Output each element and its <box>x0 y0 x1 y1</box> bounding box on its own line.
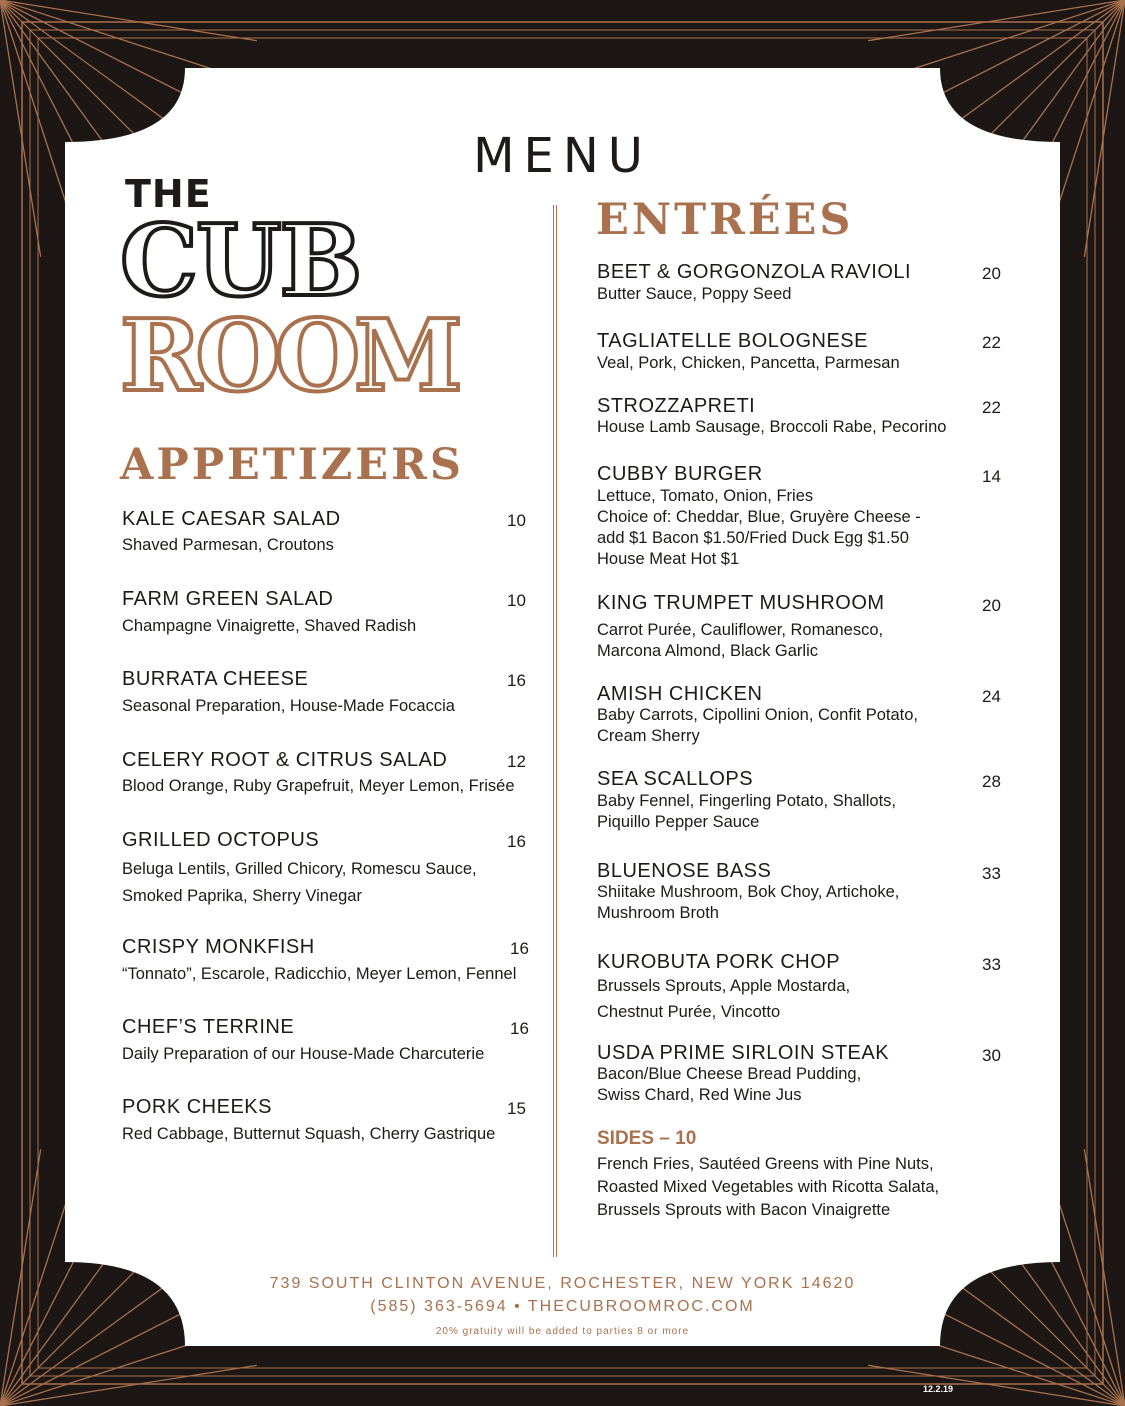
item-description: Shiitake Mushroom, Bok Choy, Artichoke, Mushroom Broth <box>597 883 900 922</box>
item-name: KUROBUTA PORK CHOP <box>597 951 841 973</box>
logo-word-cub: CUB <box>120 210 361 319</box>
item-price: 20 <box>982 264 1001 283</box>
item-name: PORK CHEEKS <box>122 1096 272 1118</box>
item-name: USDA PRIME SIRLOIN STEAK <box>597 1042 890 1064</box>
item-name: TAGLIATELLE BOLOGNESE <box>597 330 868 352</box>
item-price: 15 <box>507 1099 526 1118</box>
item-name: KING TRUMPET MUSHROOM <box>597 592 885 614</box>
item-description: Red Cabbage, Butternut Squash, Cherry Gastrique <box>122 1125 496 1143</box>
footer-phone-website: (585) 363-5694 • THECUBROOMROC.COM <box>370 1298 755 1315</box>
item-name: CELERY ROOT & CITRUS SALAD <box>122 749 448 771</box>
entree-item <box>597 683 918 747</box>
appetizer-item <box>122 508 341 556</box>
page-title: MENU <box>473 128 652 184</box>
item-price: 33 <box>982 955 1001 974</box>
appetizer-item <box>122 936 516 985</box>
item-price: 10 <box>507 511 526 530</box>
item-name: CUBBY BURGER <box>597 463 763 485</box>
appetizer-item <box>122 588 416 637</box>
footer-gratuity-note: 20% gratuity will be added to parties 8 or more <box>435 1326 690 1337</box>
entree-item <box>597 860 899 924</box>
item-price: 20 <box>982 596 1001 615</box>
item-price: 16 <box>507 832 526 851</box>
item-price: 30 <box>982 1046 1001 1065</box>
item-name: GRILLED OCTOPUS <box>122 829 320 851</box>
footer-address: 739 SOUTH CLINTON AVENUE, ROCHESTER, NEW YORK 14620 <box>269 1275 856 1292</box>
item-price: 22 <box>982 398 1001 417</box>
logo-cub-room <box>120 210 480 400</box>
item-description: Shaved Parmesan, Croutons <box>122 536 334 554</box>
item-description: Lettuce, Tomato, Onion, Fries Choice of: Cheddar, Blue, Gruyère Cheese - add $1 Bacon $1.50/Fried Duck Egg $1.50 House Meat Hot $1 <box>597 487 921 568</box>
item-price: 14 <box>982 467 1001 486</box>
item-price: 10 <box>507 591 526 610</box>
item-description: Bacon/Blue Cheese Bread Pudding, Swiss Chard, Red Wine Jus <box>597 1065 862 1104</box>
item-price: 33 <box>982 864 1001 883</box>
date-code: 12.2.19 <box>923 1384 954 1394</box>
item-name: STROZZAPRETI <box>597 395 756 417</box>
item-name: BEET & GORGONZOLA RAVIOLI <box>597 261 912 283</box>
item-price: 16 <box>507 671 526 690</box>
item-name: KALE CAESAR SALAD <box>122 508 341 530</box>
item-price: 12 <box>507 752 526 771</box>
entree-item <box>597 951 850 1025</box>
sides-description: French Fries, Sautéed Greens with Pine Nuts, Roasted Mixed Vegetables with Ricotta Salata, Brussels Sprouts with Bacon Vinaigrette <box>597 1155 940 1219</box>
item-description: Brussels Sprouts, Apple Mostarda, Chestnut Purée, Vincotto <box>597 977 851 1021</box>
sides-heading: SIDES – 10 <box>597 1128 697 1149</box>
appetizer-item <box>122 829 477 910</box>
appetizer-item <box>122 749 515 797</box>
entree-item <box>597 592 885 662</box>
item-description: Carrot Purée, Cauliflower, Romanesco, Marcona Almond, Black Garlic <box>597 621 884 660</box>
item-description: House Lamb Sausage, Broccoli Rabe, Pecorino <box>597 418 947 436</box>
item-description: Blood Orange, Ruby Grapefruit, Meyer Lemon, Frisée <box>122 777 515 795</box>
appetizer-item <box>122 1096 495 1145</box>
item-price: 16 <box>510 939 529 958</box>
item-description: Seasonal Preparation, House-Made Focaccia <box>122 697 455 715</box>
item-price: 22 <box>982 333 1001 352</box>
item-description: Champagne Vinaigrette, Shaved Radish <box>122 617 417 635</box>
entrees-heading: ENTRÉES <box>596 195 854 245</box>
item-name: BLUENOSE BASS <box>597 860 772 882</box>
item-description: “Tonnato”, Escarole, Radicchio, Meyer Lemon, Fennel <box>122 965 517 983</box>
appetizer-item <box>122 668 455 717</box>
item-price: 28 <box>982 772 1001 791</box>
entree-item <box>597 768 896 833</box>
entree-item <box>597 330 900 374</box>
item-description: Beluga Lentils, Grilled Chicory, Romescu Sauce, Smoked Paprika, Sherry Vinegar <box>122 860 477 905</box>
item-description: Butter Sauce, Poppy Seed <box>597 285 792 303</box>
item-name: CHEF’S TERRINE <box>122 1016 295 1038</box>
item-name: CRISPY MONKFISH <box>122 936 315 958</box>
logo-word-room: ROOM <box>120 299 457 400</box>
item-price: 16 <box>510 1019 529 1038</box>
column-divider <box>553 205 557 1257</box>
item-name: FARM GREEN SALAD <box>122 588 334 610</box>
item-description: Baby Fennel, Fingerling Potato, Shallots, Piquillo Pepper Sauce <box>597 792 897 831</box>
entree-item <box>597 1042 889 1106</box>
item-description: Baby Carrots, Cipollini Onion, Confit Potato, Cream Sherry <box>597 706 918 745</box>
entree-item <box>597 463 921 570</box>
logo-the-text: THE <box>125 172 212 216</box>
entree-item <box>597 395 946 438</box>
item-name: SEA SCALLOPS <box>597 768 754 790</box>
item-name: BURRATA CHEESE <box>122 668 309 690</box>
appetizers-heading: APPETIZERS <box>120 440 464 490</box>
item-description: Veal, Pork, Chicken, Pancetta, Parmesan <box>597 354 900 372</box>
entree-item <box>597 261 911 305</box>
appetizer-item <box>122 1016 484 1065</box>
item-name: AMISH CHICKEN <box>597 683 763 705</box>
item-price: 24 <box>982 687 1001 706</box>
item-description: Daily Preparation of our House-Made Charcuterie <box>122 1045 485 1063</box>
